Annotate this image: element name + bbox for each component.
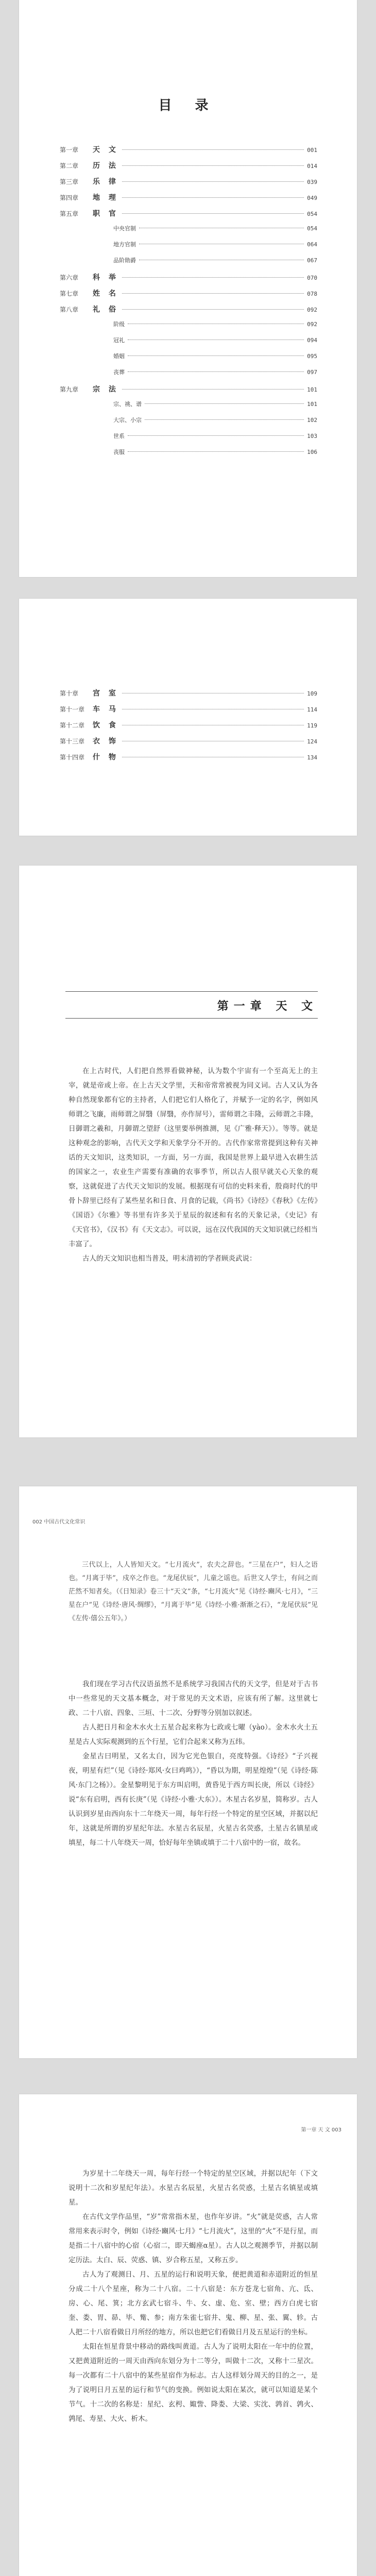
toc-page-number: 078 — [307, 291, 317, 297]
toc-chapter-label: 第五章 — [60, 210, 79, 217]
toc-chapter-title: 礼 俗 — [93, 306, 119, 314]
toc-page-number: 134 — [307, 754, 317, 761]
page-body — [69, 1677, 318, 1850]
toc-page-number: 092 — [307, 307, 317, 313]
toc-subentry[interactable] — [60, 432, 317, 448]
toc-leader-dots — [122, 213, 304, 214]
toc-page-number: 102 — [307, 417, 317, 423]
toc-leader-dots — [122, 165, 304, 166]
toc-chapter-label: 第八章 — [60, 306, 79, 313]
toc-list — [60, 144, 317, 464]
toc-leader-dots — [122, 293, 304, 294]
toc-entry[interactable] — [60, 704, 317, 720]
toc-subentry[interactable] — [60, 240, 317, 256]
toc-chapter-label: 第三章 — [60, 178, 79, 185]
toc-chapter-title: 科 举 — [93, 274, 119, 282]
toc-page-number: 106 — [307, 449, 317, 455]
toc-entry[interactable] — [60, 144, 317, 160]
toc-page-number: 097 — [307, 369, 317, 376]
toc-subentry-title: 冠礼 — [113, 337, 125, 344]
heading-rule-bottom — [65, 1018, 318, 1019]
toc-chapter-title: 职 官 — [93, 210, 119, 218]
toc-page-number: 101 — [307, 401, 317, 408]
toc-subentry-title: 中央官制 — [113, 225, 136, 232]
toc-subentry[interactable] — [60, 448, 317, 464]
toc-chapter-label: 第一章 — [60, 146, 79, 154]
toc-subentry-title: 世系 — [113, 433, 125, 439]
toc-page-number: 124 — [307, 738, 317, 745]
toc-page-number: 054 — [307, 225, 317, 232]
toc-subentry[interactable] — [60, 400, 317, 416]
toc-chapter-label: 第七章 — [60, 290, 79, 297]
toc-chapter-title: 宗 法 — [93, 385, 119, 394]
toc-chapter-title: 历 法 — [93, 162, 119, 170]
toc-subentry-title: 地方官制 — [113, 241, 136, 248]
toc-entry[interactable] — [60, 160, 317, 176]
toc-page-number: 092 — [307, 321, 317, 328]
toc-entry[interactable] — [60, 688, 317, 704]
toc-chapter-label: 第十二章 — [60, 722, 85, 729]
toc-page-number: 039 — [307, 179, 317, 185]
paragraph: 在古代文学作品里，“岁”常常指木星，也作年岁讲。“火”就是荧惑，古人常常用来表示时令，例如《诗经·豳风·七月》“七月流火”，这里的“火”不是行星，而是指二十八宿中的心宿（心宿二，即天蝎座α星）。古人以之观测季节，并据以制定历法。太白、辰、荧惑、镇、岁合称五星，又称五步。 — [69, 2213, 318, 2264]
toc-leader-dots — [122, 197, 304, 198]
toc-entry[interactable] — [60, 736, 317, 752]
paragraph: 古人把日月和金木水火土五星合起来称为七政或七曜（yào）。金木水火土五星是古人实际观测到的五个行星，它们合起来又称为五纬。 — [69, 1723, 318, 1746]
toc-page-2 — [19, 599, 357, 836]
toc-chapter-title: 车 马 — [93, 705, 119, 714]
toc-subentry[interactable] — [60, 352, 317, 368]
toc-leader-dots — [122, 149, 304, 150]
toc-subentry-title: 婚姻 — [113, 353, 125, 360]
toc-chapter-title: 宫 室 — [93, 689, 119, 698]
paragraph: 我们现在学习古代汉语虽然不是系统学习我国古代的天文学，但是对于古书中一些常见的天文基本概念，对于常见的天文术语，应该有所了解。这里就七政、二十八宿、四象、三垣、十二次、分野等分别加以叙述。 — [69, 1680, 318, 1717]
toc-leader-dots — [122, 277, 304, 278]
toc-subentry-title: 阶级 — [113, 321, 125, 328]
paragraph: 金星古曰明星，又名太白，因为它光色银白，亮度特强。《诗经》“子兴视夜，明星有烂”（见《诗经·郑风·女曰鸡鸣》），“昏以为期，明星煌煌”（见《诗经·陈风·东门之杨》）。金星黎明见于东方叫启明，黄昏见于西方叫长庚，所以《诗经》说“东有启明，西有长庚”（见《诗经·小雅·大东》）。木星古名岁星，简称岁。古人认识到岁星由西向东十二年绕天一周，每年行经一个特定的星空区域，并据以纪年，这就是所谓的岁星纪年法。水星古名辰星，火星古名荧惑，土星古名镇星或填星，每二十八年绕天一周，恰好每年坐镇或填于二十八宿中的一宿，故名。 — [69, 1752, 318, 1847]
toc-chapter-label: 第十四章 — [60, 754, 85, 761]
toc-entry[interactable] — [60, 304, 317, 320]
toc-chapter-label: 第十一章 — [60, 706, 85, 713]
toc-entry[interactable] — [60, 720, 317, 736]
toc-chapter-title: 地 理 — [93, 194, 119, 202]
toc-entry[interactable] — [60, 384, 317, 400]
toc-chapter-label: 第十章 — [60, 690, 79, 697]
heading-rule-top — [65, 991, 318, 992]
toc-page-number: 101 — [307, 386, 317, 393]
toc-chapter-title: 衣 饰 — [93, 737, 119, 745]
toc-entry[interactable] — [60, 208, 317, 224]
toc-chapter-title: 姓 名 — [93, 290, 119, 298]
paragraph: 太阳在恒星背景中移动的路线叫黄道。古人为了说明太阳在一年中的位置，又把黄道附近的一周天由西向东划分为十二等分，叫做十二次，又称十二星次。每一次都有二十八宿中的某些星宿作为标志。古人这样划分周天的目的之一，是为了说明日月五星的运行和节气的变换。例如说太阳在某次，就可以知道是某个节气。十二次的名称是：星纪、玄枵、娵訾、降娄、大梁、实沈、鹑首、鹑火、鹑尾、寿星、大火、析木。 — [69, 2343, 318, 2423]
toc-subentry[interactable] — [60, 256, 317, 272]
toc-page-number: 070 — [307, 275, 317, 281]
paragraph: 在上古时代，人们把自然界看做神秘，认为数个宇宙有一个至高无上的主宰，就是帝或上帝。在上古天文学里，天和帝常常被视为同义词。古人又认为各种自然现象都有它的主持者，人们把它们人格化了，并赋予一定的名字，例如风师谓之飞廉，雨师谓之屏翳（屏翳，亦作屏号），雷师谓之丰隆，云师谓之丰隆，日御谓之羲和，月御谓之望舒（这里要举例推测，见《广雅·释天》）。等等。就是这种观念的影响，古代天文学和天象学分不开的。古代作家常常提到这种有关神话的天文知识，这类知识，一方面，另一方面，我国是世界上最早进入农耕生活的国家之一，农业生产需要有准确的农事季节，所以古人很早就关心天象的观察，这就促进了古代天文知识的发展。根据现有可信的史料来看，殷商时代的甲骨卜辞里已经有了某些星名和日食、月食的记载，《尚书》《诗经》《春秋》《左传》《国语》《尔雅》等书里有许多关于星辰的叙述和有名的天象记录，《史记》有《天官书》，《汉书》有《天文志》。可以说，远在汉代我国的天文知识就已经相当丰富了。 — [69, 1067, 318, 1248]
chapter-heading: 第一章 天 文 — [217, 999, 318, 1013]
toc-leader-dots — [122, 181, 304, 182]
toc-leader-dots — [122, 309, 304, 310]
toc-entry[interactable] — [60, 752, 317, 768]
toc-chapter-label: 第十三章 — [60, 738, 85, 745]
running-head: 第一章 天 文 003 — [301, 2127, 341, 2133]
chapter-body — [69, 1064, 318, 1266]
toc-chapter-title: 天 文 — [93, 146, 119, 154]
toc-page-number: 109 — [307, 690, 317, 697]
toc-subentry[interactable] — [60, 224, 317, 240]
toc-page-number: 094 — [307, 337, 317, 344]
toc-page-number: 049 — [307, 195, 317, 201]
toc-entry[interactable] — [60, 192, 317, 208]
toc-subentry-title: 宗、祧、谱 — [113, 401, 142, 408]
page-body — [69, 2166, 318, 2426]
toc-page-number: 067 — [307, 257, 317, 264]
book-page-003 — [19, 2094, 357, 2576]
toc-subentry[interactable] — [60, 416, 317, 432]
toc-page-number: 095 — [307, 353, 317, 360]
paragraph: 古人的天文知识也相当普及，明末清初的学者顾炎武说： — [82, 1255, 257, 1263]
toc-leader-dots — [128, 355, 304, 356]
chapter-opening-page — [19, 866, 357, 1437]
toc-entry[interactable] — [60, 176, 317, 192]
block-quote: 三代以上，人人皆知天文。“七月流火”，农夫之辞也。“三星在户”，妇人之语也。“月离于毕”，戍卒之作也。“龙尾伏辰”，儿童之谣也。后世文人学士，有问之而茫然不知者矣。（《日知录》卷三十“天文”条，“七月流火”见《诗经·豳风·七月》，“三星在户”见《诗经·唐风·绸缪》，“月离于毕”见《诗经·小雅·渐渐之石》，“龙尾伏辰”见《左传·僖公五年》。） — [69, 1561, 318, 1622]
book-page-002 — [19, 1486, 357, 2058]
toc-chapter-label: 第二章 — [60, 162, 79, 170]
toc-leader-dots — [128, 371, 304, 372]
toc-page-number: 001 — [307, 147, 317, 154]
toc-chapter-label: 第六章 — [60, 274, 79, 281]
toc-subentry-title: 大宗、小宗 — [113, 417, 142, 423]
toc-subentry-title: 丧服 — [113, 449, 125, 455]
toc-subentry[interactable] — [60, 320, 317, 336]
toc-leader-dots — [145, 419, 304, 420]
toc-leader-dots — [128, 451, 304, 452]
running-head: 002 中国古代文化常识 — [32, 1519, 86, 1525]
toc-page-number: 103 — [307, 433, 317, 439]
toc-page-number: 064 — [307, 241, 317, 248]
toc-subentry[interactable] — [60, 368, 317, 384]
toc-leader-dots — [128, 435, 304, 436]
toc-list — [60, 688, 317, 768]
toc-subentry[interactable] — [60, 336, 317, 352]
toc-chapter-title: 饮 食 — [93, 721, 119, 730]
paragraph: 为岁星十二年绕天一周，每年行经一个特定的星空区域，并据以纪年（下文说明十二次和岁星纪年法）。水星古名辰星，火星古名荧惑，土星古名镇星或填星。 — [69, 2170, 318, 2207]
paragraph: 古人为了观测日、月、五星的运行和说明天象，便把黄道和赤道附近的恒星分成二十八个星座，称为二十八宿。二十八宿是：东方苍龙七宿角、亢、氐、房、心、尾、箕；北方玄武七宿斗、牛、女、虚、危、室、壁；西方白虎七宿奎、娄、胃、昴、毕、觜、参；南方朱雀七宿井、鬼、柳、星、张、翼、轸。古人把二十八宿看做日月所经的地方，所以也把它们看做日月及五星运行的坐标。 — [69, 2270, 318, 2336]
toc-chapter-title: 乐 律 — [93, 178, 119, 186]
toc-page-number: 054 — [307, 211, 317, 217]
toc-chapter-label: 第四章 — [60, 194, 79, 201]
toc-leader-dots — [145, 403, 304, 404]
toc-page-1 — [19, 0, 357, 577]
toc-entry[interactable] — [60, 288, 317, 304]
toc-title: 目 录 — [158, 98, 218, 113]
toc-chapter-title: 什 物 — [93, 753, 119, 761]
toc-page-number: 014 — [307, 163, 317, 170]
toc-entry[interactable] — [60, 272, 317, 288]
toc-page-number: 114 — [307, 706, 317, 713]
toc-page-number: 119 — [307, 722, 317, 729]
toc-chapter-label: 第九章 — [60, 386, 79, 393]
toc-subentry-title: 品阶勋爵 — [113, 257, 136, 264]
toc-subentry-title: 丧葬 — [113, 369, 125, 376]
